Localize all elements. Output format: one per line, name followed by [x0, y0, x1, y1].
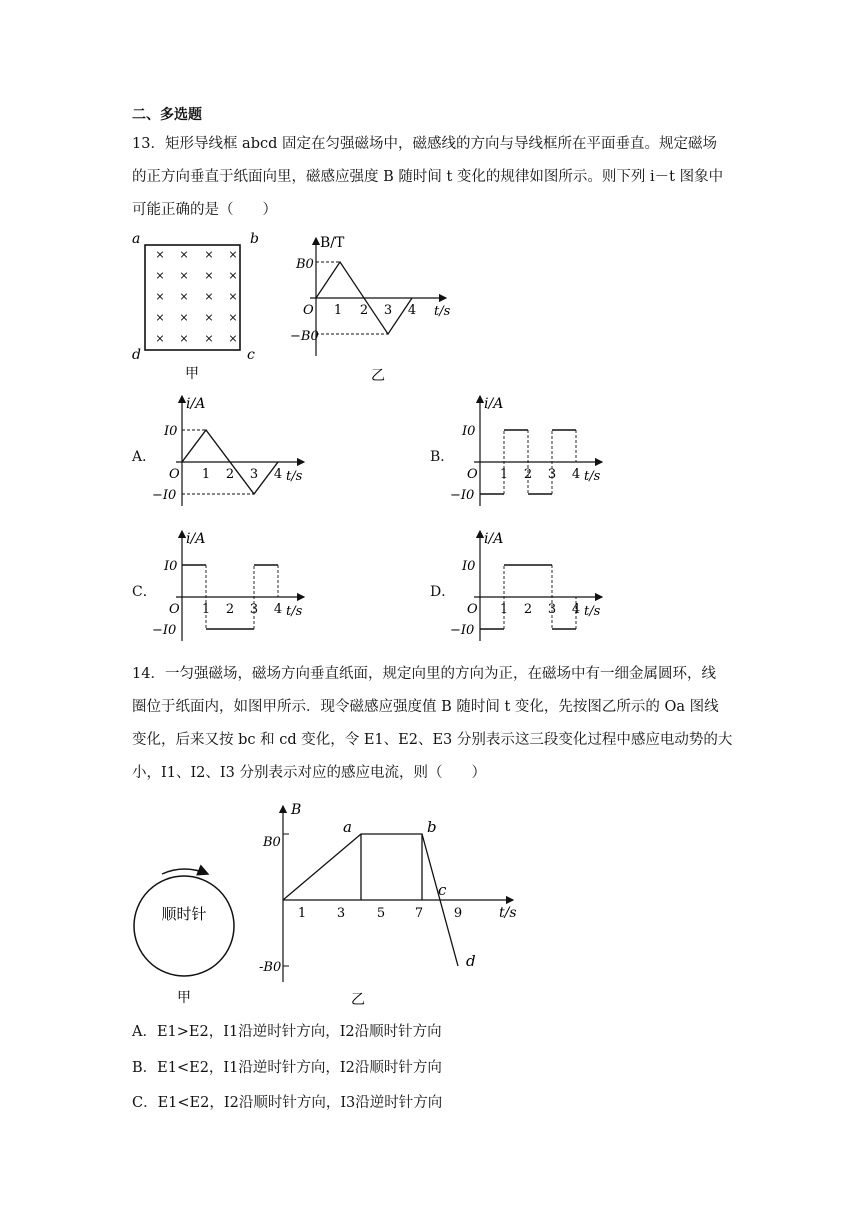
yi-pos-level: B0	[296, 257, 314, 272]
corner-b: b	[250, 231, 259, 247]
neg-level-label: −I0	[152, 623, 177, 638]
field-x-mark: ×	[228, 290, 238, 303]
x-axis-label: t/s	[286, 469, 303, 484]
field-x-mark: ×	[179, 248, 189, 261]
q14-figure-jia	[128, 860, 238, 1010]
tick-label: 4	[571, 602, 581, 617]
yi-tick-4: 4	[407, 303, 417, 318]
field-x-mark: ×	[204, 248, 214, 261]
y-axis-label: i/A	[186, 396, 206, 412]
pos-level-label: I0	[164, 559, 178, 574]
option-a-graph[interactable]	[150, 392, 310, 510]
field-x-mark: ×	[155, 332, 165, 345]
option-d-label[interactable]: D．	[430, 584, 456, 600]
x-axis-label: t/s	[286, 604, 303, 619]
q13-line-3: 可能正确的是（ ）	[132, 202, 277, 218]
field-x-mark: ×	[155, 290, 165, 303]
field-x-mark: ×	[179, 290, 189, 303]
tick-label: 4	[273, 602, 283, 617]
field-x-mark: ×	[204, 332, 214, 345]
q14-option-b[interactable]: B．E1<E2，I1沿逆时针方向，I2沿顺时针方向	[132, 1060, 442, 1076]
q14-y-label: B	[291, 802, 302, 818]
tick-label: 1	[499, 467, 509, 482]
tick-label: 3	[249, 467, 259, 482]
q14-line-3: 变化，后来又按 bc 和 cd 变化，令 E1、E2、E3 分别表示这三段变化过程中感应电动势的大	[132, 732, 733, 748]
pos-level-label: I0	[164, 424, 178, 439]
field-x-mark: ×	[228, 269, 238, 282]
pos-level-label: I0	[462, 424, 476, 439]
q14-line-1: 14．一匀强磁场，磁场方向垂直纸面，规定向里的方向为正，在磁场中有一细金属圆环，线	[132, 666, 716, 682]
q14-line-4: 小，I1、I2、I3 分别表示对应的感应电流，则（ ）	[132, 765, 486, 781]
q14-pos-level: B0	[263, 835, 281, 850]
q13-line-2: 的正方向垂直于纸面向里，磁感应强度 B 随时间 t 变化的规律如图所示。则下列 i－t 图象中	[132, 169, 724, 185]
yi-neg-level: −B0	[290, 329, 319, 344]
neg-level-label: −I0	[450, 623, 475, 638]
tick-label: 2	[225, 467, 235, 482]
neg-level-label: −I0	[450, 488, 475, 503]
field-x-mark: ×	[179, 332, 189, 345]
tick-label: 2	[225, 602, 235, 617]
pos-level-label: I0	[462, 559, 476, 574]
yi-x-label: t/s	[434, 304, 451, 319]
field-x-mark: ×	[155, 269, 165, 282]
point-d: d	[466, 952, 476, 970]
q14-yi-caption: 乙	[351, 992, 365, 1008]
q13-figure-yi	[288, 228, 458, 388]
corner-a: a	[132, 231, 141, 247]
yi-tick-3: 3	[383, 303, 393, 318]
tick-label: 1	[201, 602, 211, 617]
y-axis-label: i/A	[186, 531, 206, 547]
q14-tick-9: 9	[453, 906, 463, 921]
option-b-graph[interactable]	[448, 392, 608, 510]
tick-label: 2	[523, 602, 533, 617]
tick-label: 3	[547, 602, 557, 617]
tick-label: 4	[571, 467, 581, 482]
q14-tick-1: 1	[297, 906, 307, 921]
field-x-mark: ×	[155, 311, 165, 324]
q13-line-1: 13．矩形导线框 abcd 固定在匀强磁场中，磁感线的方向与导线框所在平面垂直。规定磁场	[132, 136, 717, 152]
option-a-label[interactable]: A．	[132, 449, 157, 465]
q14-figure-yi	[255, 800, 520, 1010]
tick-label: 3	[547, 467, 557, 482]
tick-label: 1	[499, 602, 509, 617]
q13-figure-jia	[126, 228, 266, 388]
x-axis-label: t/s	[584, 469, 601, 484]
yi-origin: O	[303, 303, 314, 318]
section-title: 二、多选题	[132, 107, 202, 123]
x-axis-label: t/s	[584, 604, 601, 619]
q14-line-2: 圈位于纸面内，如图甲所示．现令磁感应强度值 B 随时间 t 变化，先按图乙所示的 Oa 图线	[132, 699, 719, 715]
point-c: c	[438, 881, 447, 899]
field-x-mark: ×	[204, 311, 214, 324]
q14-jia-caption: 甲	[177, 990, 191, 1006]
point-b: b	[427, 818, 437, 836]
tick-label: 4	[273, 467, 283, 482]
q14-x-label: t/s	[499, 905, 517, 921]
q14-option-c[interactable]: C．E1<E2，I2沿顺时针方向，I3沿逆时针方向	[132, 1095, 443, 1111]
q13-jia-caption: 甲	[185, 366, 199, 382]
tick-label: 3	[249, 602, 259, 617]
field-x-mark: ×	[228, 332, 238, 345]
q14-tick-7: 7	[414, 906, 424, 921]
point-a: a	[343, 818, 352, 836]
origin-label: O	[467, 467, 478, 482]
option-b-label[interactable]: B．	[430, 449, 455, 465]
q14-tick-3: 3	[336, 906, 346, 921]
y-axis-label: i/A	[484, 531, 504, 547]
tick-label: 1	[201, 467, 211, 482]
option-d-graph[interactable]	[448, 527, 608, 645]
yi-tick-2: 2	[359, 303, 369, 318]
field-symbols	[155, 248, 237, 345]
field-x-mark: ×	[204, 290, 214, 303]
field-x-mark: ×	[179, 269, 189, 282]
field-x-mark: ×	[204, 269, 214, 282]
corner-d: d	[132, 347, 141, 363]
ring-label: 顺时针	[161, 905, 207, 923]
origin-label: O	[169, 467, 180, 482]
yi-y-label: B/T	[320, 235, 345, 251]
field-x-mark: ×	[155, 248, 165, 261]
origin-label: O	[169, 602, 180, 617]
y-axis-label: i/A	[484, 396, 504, 412]
clockwise-arrow-icon	[162, 869, 208, 874]
q14-tick-5: 5	[376, 906, 386, 921]
option-c-graph[interactable]	[150, 527, 310, 645]
q13-yi-caption: 乙	[371, 368, 385, 384]
field-x-mark: ×	[179, 311, 189, 324]
field-x-mark: ×	[228, 311, 238, 324]
corner-c: c	[247, 347, 255, 363]
tick-label: 2	[523, 467, 533, 482]
field-x-mark: ×	[228, 248, 238, 261]
option-c-label[interactable]: C．	[132, 584, 157, 600]
q14-neg-level: -B0	[259, 960, 282, 975]
q14-option-a[interactable]: A．E1>E2，I1沿逆时针方向，I2沿顺时针方向	[132, 1024, 442, 1040]
origin-label: O	[467, 602, 478, 617]
yi-tick-1: 1	[333, 303, 343, 318]
neg-level-label: −I0	[152, 488, 177, 503]
